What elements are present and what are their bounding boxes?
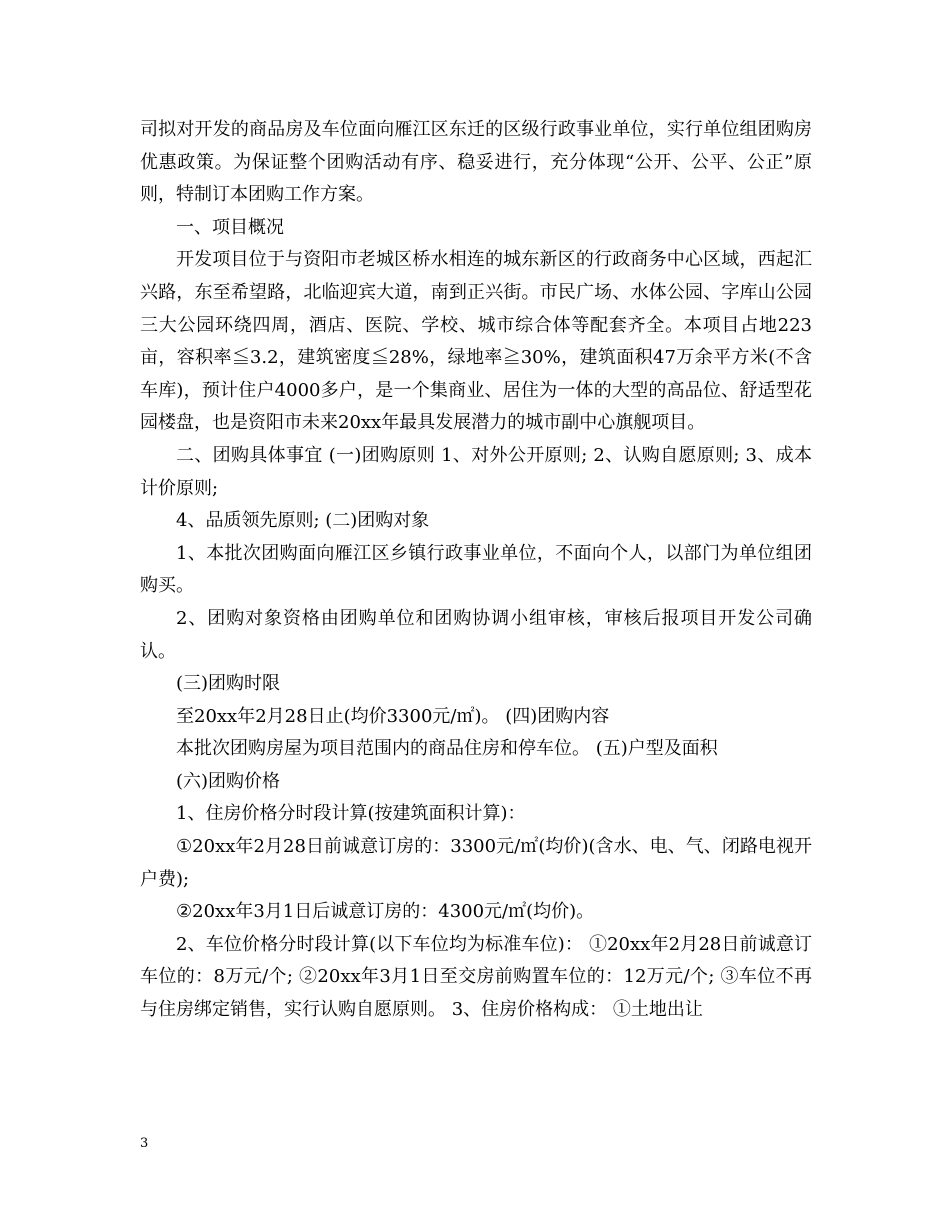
paragraph: ②20xx年3月1日后诚意订房的：4300元/㎡(均价)。 [176,901,595,923]
paragraph: 4、品质领先原则; (二)团购对象 [176,510,430,532]
paragraph: 1、住房价格分时段计算(按建筑面积计算)： [176,803,526,825]
paragraph: (三)团购时限 [176,673,281,695]
paragraph: 1、本批次团购面向雁江区乡镇行政事业单位，不面向个人，以部门为单位组团购买。 [140,542,812,597]
paragraph: 一、项目概况 [176,216,284,238]
paragraph: 2、团购对象资格由团购单位和团购协调小组审核，审核后报项目开发公司确认。 [140,607,812,662]
paragraph: 司拟对开发的商品房及车位面向雁江区东迁的区级行政事业单位，实行单位组团购房优惠政策。为保证整个团购活动有序、稳妥进行，充分体现“公开、公平、公正”原则，特制订本团购工作方案。 [140,119,812,206]
document-body [140,114,812,1027]
paragraph: 二、团购具体事宜 (一)团购原则 1、对外公开原则; 2、认购自愿原则; 3、成本计价原则; [140,444,812,499]
page-number: 3 [140,1136,149,1151]
paragraph: ①20xx年2月28日前诚意订房的：3300元/㎡(均价)(含水、电、气、闭路电视开户费); [140,836,812,890]
paragraph: 本批次团购房屋为项目范围内的商品住房和停车位。 (五)户型及面积 [176,738,718,760]
paragraph: 开发项目位于与资阳市老城区桥水相连的城东新区的行政商务中心区域，西起汇兴路，东至希望路，北临迎宾大道，南到正兴街。市民广场、水体公园、字库山公园三大公园环绕四周，酒店、医院、学校、城市综合体等配套齐全。本项目占地223亩，容积率≦3.2，建筑密度≦28%，绿地率≧30%，建筑面积47万余平方米(不含车库)，预计住户4000多户，是一个集商业、居住为一体的大型的高品位、舒适型花园楼盘，也是资阳市未来20xx年最具发展潜力的城市副中心旗舰项目。 [140,249,812,434]
paragraph: (六)团购价格 [176,770,281,792]
paragraph: 2、车位价格分时段计算(以下车位均为标准车位)： ①20xx年2月28日前诚意订车位的：8万元/个; ②20xx年3月1日至交房前购置车位的：12万元/个; ③车位不再与住房绑定销售，实行认购自愿原则。 3、住房价格构成： ①土地出让 [140,933,812,1021]
paragraph: 至20xx年2月28日止(均价3300元/㎡)。 (四)团购内容 [176,705,610,727]
